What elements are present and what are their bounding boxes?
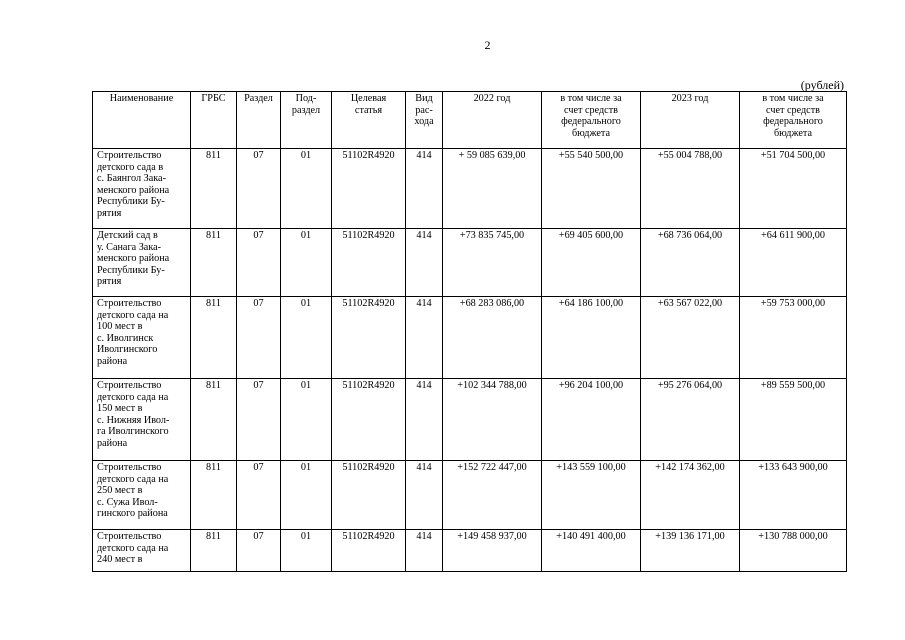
cell-name: Детский сад в у. Санага Зака- менского района Республики Бу- рятия [93,229,191,297]
cell-podrazdel: 01 [281,530,332,572]
cell-fed-2023: +89 559 500,00 [740,379,847,461]
table-row [93,149,847,229]
cell-grbs: 811 [191,530,237,572]
cell-2022: +73 835 745,00 [443,229,542,297]
cell-razdel: 07 [237,149,281,229]
header-fed-2023: в том числе за счет средств федерального бюджета [740,92,847,149]
cell-razdel: 07 [237,379,281,461]
cell-razdel: 07 [237,297,281,379]
cell-name: Строительство детского сада на 240 мест в [93,530,191,572]
cell-2023: +68 736 064,00 [641,229,740,297]
cell-2023: +142 174 362,00 [641,461,740,530]
cell-fed-2023: +59 753 000,00 [740,297,847,379]
cell-vid-raskhoda: 414 [406,461,443,530]
cell-fed-2023: +133 643 900,00 [740,461,847,530]
cell-celevaya-statya: 51102R4920 [332,229,406,297]
cell-name: Строительство детского сада в с. Баянгол Зака- менского района Республики Бу- рятия [93,149,191,229]
header-celevaya-statya: Целевая статья [332,92,406,149]
cell-fed-2023: +51 704 500,00 [740,149,847,229]
header-fed-2022: в том числе за счет средств федерального бюджета [542,92,641,149]
cell-celevaya-statya: 51102R4920 [332,461,406,530]
cell-fed-2023: +64 611 900,00 [740,229,847,297]
header-razdel: Раздел [237,92,281,149]
cell-grbs: 811 [191,149,237,229]
cell-fed-2023: +130 788 000,00 [740,530,847,572]
table-header-row [93,92,847,149]
table-row [93,461,847,530]
cell-2023: +63 567 022,00 [641,297,740,379]
table-row [93,530,847,572]
cell-grbs: 811 [191,379,237,461]
cell-fed-2022: +140 491 400,00 [542,530,641,572]
cell-2023: +139 136 171,00 [641,530,740,572]
cell-fed-2022: +96 204 100,00 [542,379,641,461]
cell-fed-2022: +55 540 500,00 [542,149,641,229]
cell-fed-2022: +69 405 600,00 [542,229,641,297]
cell-2023: +95 276 064,00 [641,379,740,461]
cell-grbs: 811 [191,297,237,379]
cell-2023: +55 004 788,00 [641,149,740,229]
cell-celevaya-statya: 51102R4920 [332,297,406,379]
cell-podrazdel: 01 [281,149,332,229]
cell-2022: + 59 085 639,00 [443,149,542,229]
cell-celevaya-statya: 51102R4920 [332,149,406,229]
cell-vid-raskhoda: 414 [406,229,443,297]
cell-grbs: 811 [191,229,237,297]
cell-2022: +68 283 086,00 [443,297,542,379]
header-2023: 2023 год [641,92,740,149]
cell-2022: +152 722 447,00 [443,461,542,530]
cell-razdel: 07 [237,461,281,530]
header-2022: 2022 год [443,92,542,149]
cell-vid-raskhoda: 414 [406,530,443,572]
table-row [93,229,847,297]
cell-vid-raskhoda: 414 [406,297,443,379]
cell-celevaya-statya: 51102R4920 [332,379,406,461]
header-name: Наименование [93,92,191,149]
cell-razdel: 07 [237,530,281,572]
cell-2022: +149 458 937,00 [443,530,542,572]
units-label: (рублей) [800,78,844,92]
cell-podrazdel: 01 [281,297,332,379]
cell-grbs: 811 [191,461,237,530]
table-row [93,297,847,379]
cell-name: Строительство детского сада на 250 мест в с. Сужа Ивол- гинского района [93,461,191,530]
cell-vid-raskhoda: 414 [406,379,443,461]
cell-celevaya-statya: 51102R4920 [332,530,406,572]
header-podrazdel: Под- раздел [281,92,332,149]
cell-podrazdel: 01 [281,229,332,297]
cell-2022: +102 344 788,00 [443,379,542,461]
header-grbs: ГРБС [191,92,237,149]
page-number: 2 [484,38,491,52]
cell-name: Строительство детского сада на 100 мест в с. Иволгинск Иволгинского района [93,297,191,379]
cell-vid-raskhoda: 414 [406,149,443,229]
cell-razdel: 07 [237,229,281,297]
cell-podrazdel: 01 [281,461,332,530]
cell-fed-2022: +64 186 100,00 [542,297,641,379]
header-vid-raskhoda: Вид рас- хода [406,92,443,149]
cell-fed-2022: +143 559 100,00 [542,461,641,530]
budget-table [92,91,847,572]
cell-podrazdel: 01 [281,379,332,461]
cell-name: Строительство детского сада на 150 мест в с. Нижняя Ивол- га Иволгинского района [93,379,191,461]
table-row [93,379,847,461]
